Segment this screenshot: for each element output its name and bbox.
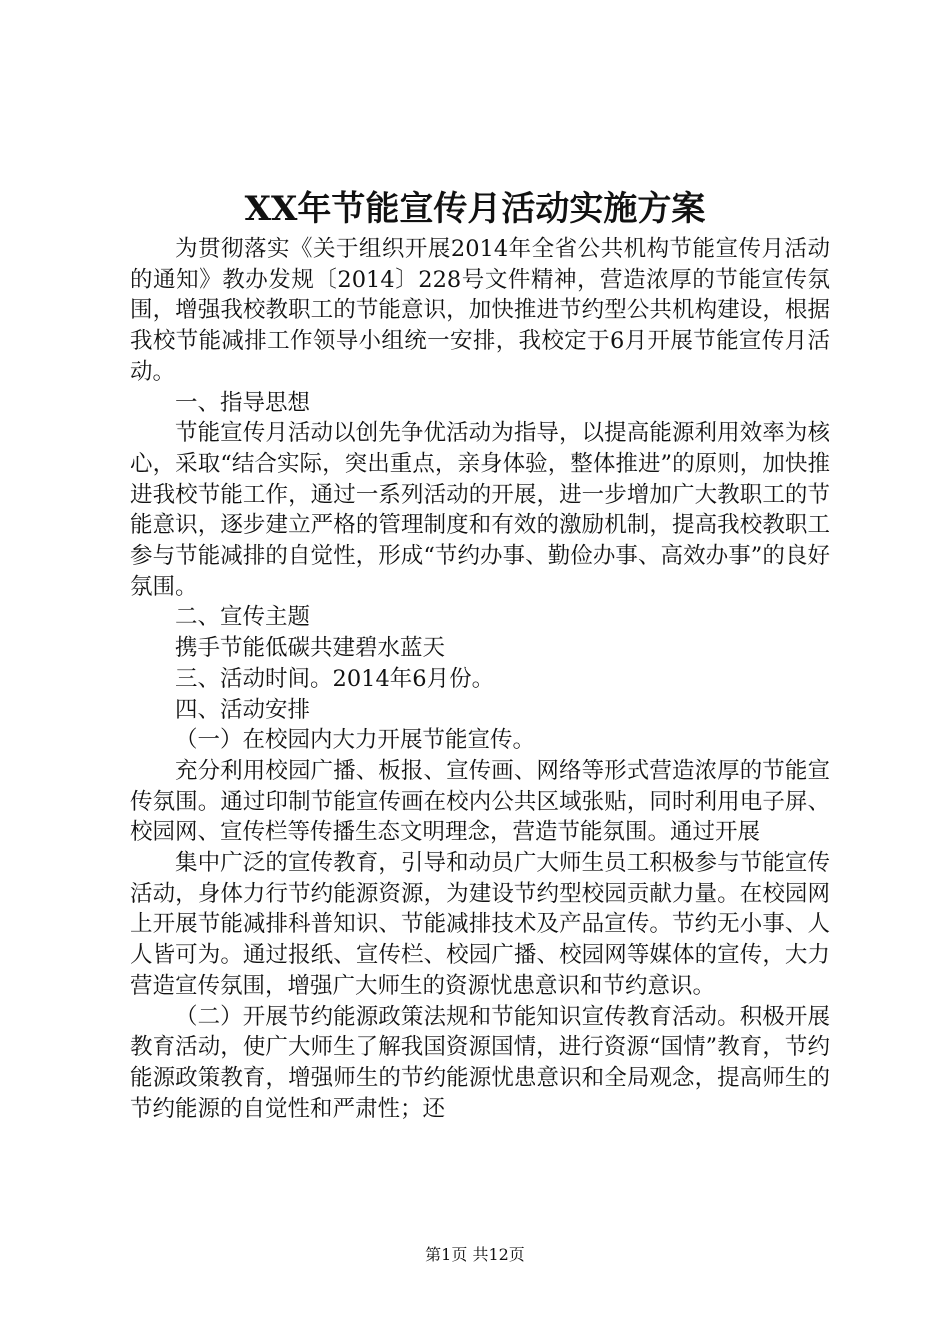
paragraph-campus-publicity: 充分利用校园广播、板报、宣传画、网络等形式营造浓厚的节能宣传氛围。通过印制节能宣传画在校内公共区域张贴，同时利用电子屏、校园网、宣传栏等传播生态文明理念，营造节能氛围。通过开展: [130, 757, 830, 846]
paragraph-theme: 携手节能低碳共建碧水蓝天: [175, 635, 446, 662]
document-body: [130, 234, 830, 1124]
page-footer: 第1页 共12页: [425, 1245, 525, 1264]
paragraph-policy-education: （二）开展节约能源政策法规和节能知识宣传教育活动。积极开展教育活动，使广大师生了解我国资源国情，进行资源“国情”教育，节约能源政策教育，增强师生的节约能源忧患意识和全局观念，提高师生的节约能源的自觉性和严肃性；还: [130, 1003, 830, 1122]
document-title: XX年节能宣传月活动实施方案: [244, 189, 706, 229]
section-heading-time: 三、活动时间。2014年6月份。: [175, 665, 495, 692]
paragraph-intro: 为贯彻落实《关于组织开展2014年全省公共机构节能宣传月活动的通知》教办发规〔2014〕228号文件精神，营造浓厚的节能宣传氛围，增强我校教职工的节能意识，加快推进节约型公共机构建设，根据我校节能减排工作领导小组统一安排，我校定于6月开展节能宣传月活动。: [130, 236, 830, 385]
section-heading-arrangement: 四、活动安排: [175, 696, 311, 723]
subsection-heading-campus-publicity: （一）在校园内大力开展节能宣传。: [175, 727, 536, 754]
section-heading-theme: 二、宣传主题: [175, 604, 311, 631]
paragraph-guiding-thought: 节能宣传月活动以创先争优活动为指导，以提高能源利用效率为核心，采取“结合实际，突出重点，亲身体验，整体推进”的原则，加快推进我校节能工作，通过一系列活动的开展，进一步增加广大教职工的节能意识，逐步建立严格的管理制度和有效的激励机制，提高我校教职工参与节能减排的自觉性，形成“节约办事、勤俭办事、高效办事”的良好氛围。: [130, 420, 830, 600]
section-heading-guiding-thought: 一、指导思想: [175, 389, 311, 416]
paragraph-publicity-education: 集中广泛的宣传教育，引导和动员广大师生员工积极参与节能宣传活动，身体力行节约能源资源，为建设节约型校园贡献力量。在校园网上开展节能减排科普知识、节能减排技术及产品宣传。节约无小事、人人皆可为。通过报纸、宣传栏、校园广播、校园网等媒体的宣传，大力营造宣传氛围，增强广大师生的资源忧患意识和节约意识。: [130, 850, 830, 999]
